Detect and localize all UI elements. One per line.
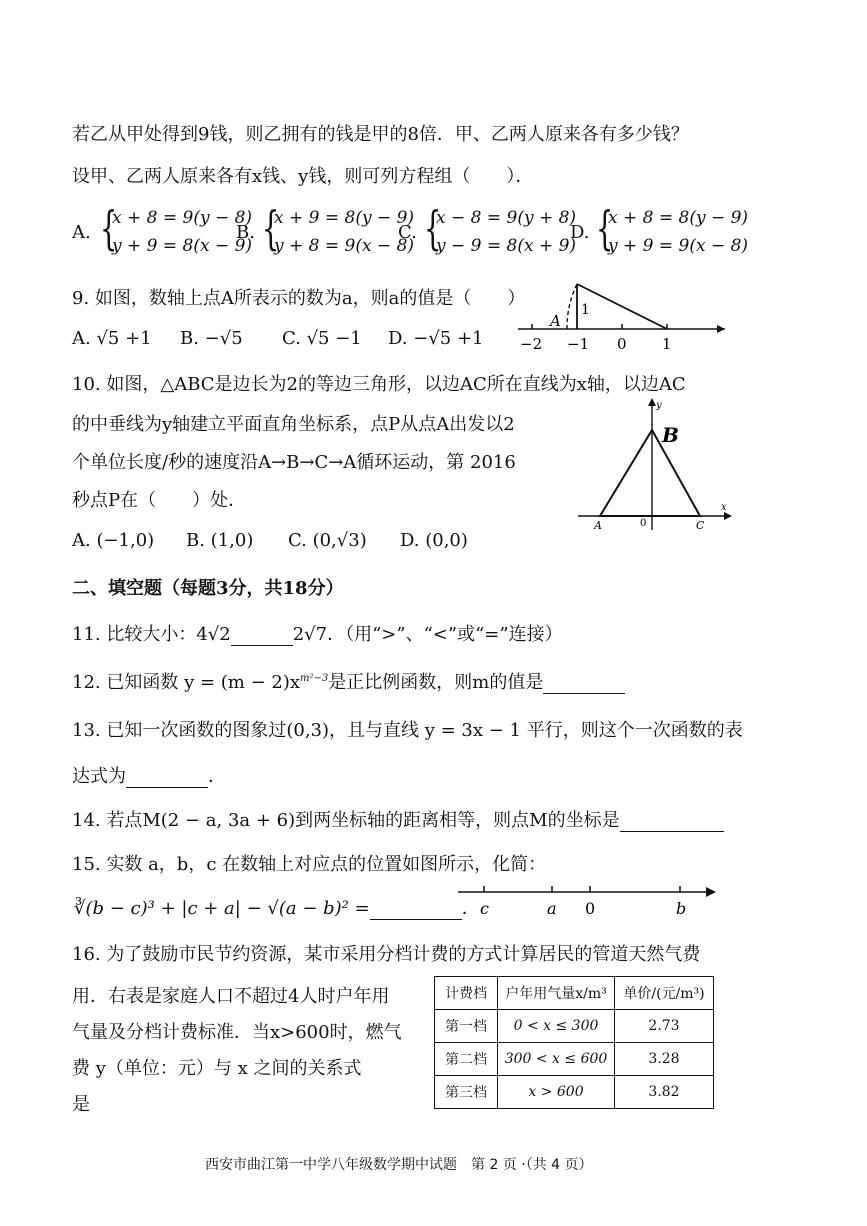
y-axis-label: y [656, 400, 662, 411]
q10-line2: 的中垂线为y轴建立平面直角坐标系，点P从点A出发以2 [72, 414, 515, 435]
table-cell: 0 < x ≤ 300 [498, 1010, 615, 1043]
table-cell: x > 600 [498, 1076, 615, 1109]
tick-label: −1 [567, 335, 590, 353]
q16-line5: 是 [72, 1094, 90, 1115]
x-axis-label: x [721, 502, 727, 513]
q10-option-c: C. (0,√3) [288, 530, 367, 551]
table-row [435, 1010, 714, 1043]
page-footer: 西安市曲江第一中学八年级数学期中试题 第 2 页 ·（共 4 页） [205, 1157, 593, 1173]
table-cell: 300 < x ≤ 600 [498, 1043, 615, 1076]
q12-suffix: 是正比例函数，则m的值是 [328, 672, 544, 693]
q16-line2: 用．右表是家庭人口不超过4人时户年用 [72, 986, 390, 1007]
q8-option-a-label: A. [72, 222, 91, 243]
brace-icon: { [423, 201, 442, 255]
q8-option-d-label: D. [570, 222, 590, 243]
tick-label: 0 [617, 335, 627, 353]
q15-expression: ∛(b − c)³ + |c + a| − √(a − b)² = [74, 898, 370, 919]
q8-option-b-eq2: y + 8 = 9(x − 8) [274, 236, 415, 256]
q9-option-d: D. −√5 +1 [388, 328, 484, 349]
table-cell: 第一档 [435, 1010, 498, 1043]
brace-icon: { [99, 201, 118, 255]
q13-line2-row: 达式为 ． [72, 766, 226, 787]
brace-icon: { [595, 201, 614, 255]
origin-label: 0 [585, 899, 596, 918]
q8-option-c-eq2: y − 9 = 8(x + 9) [436, 236, 577, 256]
q16-line4: 费 y（单位：元）与 x 之间的关系式 [72, 1058, 362, 1079]
q10-line4: 秒点P在（ ）处． [72, 490, 247, 511]
origin-label: 0 [640, 518, 647, 529]
q10-option-a: A. (−1,0) [72, 530, 155, 551]
table-header-row [435, 977, 714, 1010]
q10-line3: 个单位长度/秒的速度沿A→B→C→A循环运动，第 2016 [72, 452, 516, 473]
table-cell: 2.73 [615, 1010, 714, 1043]
q16-line3: 气量及分档计费标准．当x>600时，燃气 [72, 1022, 402, 1043]
q8-option-c-eq1: x − 8 = 9(y + 8) [436, 208, 577, 228]
table-header-cell: 户年用气量x/m³ [498, 977, 615, 1010]
axis-arrow-icon [717, 325, 725, 333]
height-label: 1 [581, 302, 590, 318]
q11-answer-blank[interactable] [231, 627, 293, 646]
tick-label: 1 [662, 335, 672, 353]
q9-stem: 9. 如图，数轴上点A所表示的数为a，则a的值是（ ） [72, 288, 526, 309]
q15-expression-row: ∛(b − c)³ + |c + a| − √(a − b)² = ． [74, 898, 480, 919]
vertex-b-label: B [662, 423, 679, 447]
q10-option-b: B. (1,0) [186, 530, 254, 551]
point-b-label: b [676, 899, 687, 918]
q13-line2: 达式为 [72, 766, 126, 787]
compass-arc [567, 284, 577, 329]
q9-option-a: A. √5 +1 [72, 328, 152, 349]
point-a-label: A [550, 312, 561, 330]
y-axis-arrow-icon [648, 398, 656, 406]
vertex-a-label: A [594, 519, 602, 532]
q15-stem: 15. 实数 a，b，c 在数轴上对应点的位置如图所示，化简： [72, 854, 547, 875]
triangle-abc [600, 430, 700, 516]
q13-answer-blank[interactable] [126, 769, 208, 788]
x-axis-arrow-icon [724, 512, 732, 520]
q8-option-d-eq2: y + 9 = 9(x − 8) [608, 236, 749, 256]
table-row [435, 1076, 714, 1109]
q11-suffix: 2√7．（用“>”、“<”或“=”连接） [292, 624, 563, 645]
q8-option-a-eq1: x + 8 = 9(y − 8) [112, 208, 253, 228]
q14-row [72, 806, 724, 832]
tick-label: −2 [520, 335, 543, 353]
q8-line2: 设甲、乙两人原来各有x钱、y钱，则可列方程组（ ）． [72, 166, 534, 187]
table-cell: 第二档 [435, 1043, 498, 1076]
q12-exponent: m²−3 [300, 673, 329, 684]
table-row [435, 1043, 714, 1076]
section-title: 二、填空题（每题3分，共18分） [72, 578, 344, 599]
q11-prefix: 11. 比较大小：4√2 [72, 624, 231, 645]
q12-answer-blank[interactable] [543, 675, 625, 694]
q16-line1: 16. 为了鼓励市民节约资源，某市采用分档计费的方式计算居民的管道天然气费 [72, 944, 701, 965]
q15-answer-blank[interactable] [370, 901, 462, 920]
q15-number-line [450, 878, 720, 920]
q12-prefix: 12. 已知函数 y = (m − 2)x [72, 672, 301, 693]
table-header-cell: 单价/(元/m³) [615, 977, 714, 1010]
q8-option-d-eq1: x + 8 = 8(y − 9) [608, 208, 749, 228]
q9-option-c: C. √5 −1 [282, 328, 362, 349]
q8-line1: 若乙从甲处得到9钱，则乙拥有的钱是甲的8倍．甲、乙两人原来各有多少钱？ [72, 124, 689, 145]
q13-line1: 13. 已知一次函数的图象过(0,3)，且与直线 y = 3x − 1 平行，则这个一次函数的表 [72, 720, 743, 741]
brace-icon: { [261, 201, 280, 255]
table-cell: 3.28 [615, 1043, 714, 1076]
q8-option-a-eq2: y + 9 = 8(x − 9) [112, 236, 253, 256]
hypotenuse [577, 284, 667, 329]
q8-option-b-label: B. [236, 222, 255, 243]
vertex-c-label: C [696, 519, 705, 532]
axis-arrow-icon [706, 887, 716, 897]
q8-option-b-eq1: x + 9 = 8(y − 9) [274, 208, 415, 228]
gas-fee-table [434, 976, 714, 1109]
q11 [72, 620, 563, 646]
table-cell: 第三档 [435, 1076, 498, 1109]
point-a-label: a [547, 899, 557, 918]
point-c-label: c [480, 899, 489, 918]
table-header-cell: 计费档 [435, 977, 498, 1010]
q14-answer-blank[interactable] [620, 813, 724, 832]
table-cell: 3.82 [615, 1076, 714, 1109]
q10-line1: 10. 如图，△ABC是边长为2的等边三角形，以边AC所在直线为x轴，以边AC [72, 374, 686, 395]
q10-option-d: D. (0,0) [400, 530, 468, 551]
q14-text: 14. 若点M(2 − a, 3a + 6)到两坐标轴的距离相等，则点M的坐标是 [72, 810, 620, 831]
q10-triangle-figure [576, 396, 736, 532]
q9-number-line-figure [510, 274, 730, 356]
q9-option-b: B. −√5 [180, 328, 243, 349]
q8-option-c-label: C. [398, 222, 417, 243]
q12 [72, 668, 625, 694]
